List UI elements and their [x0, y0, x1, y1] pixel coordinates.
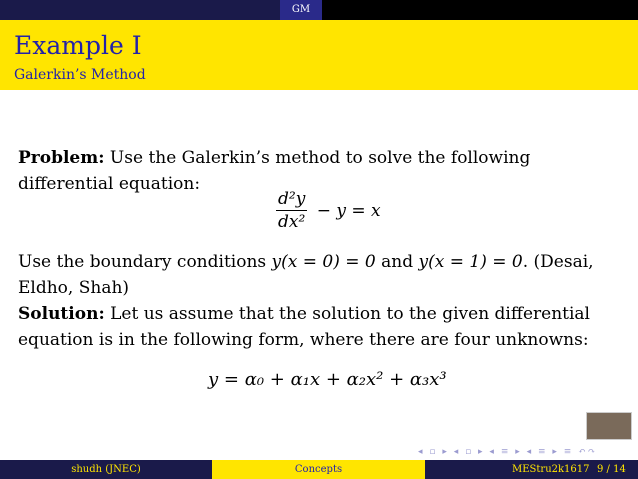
- fraction-denominator: dx²: [278, 212, 306, 232]
- footer-code: MEStru2k1617: [512, 464, 590, 475]
- boundary-paragraph: [18, 249, 623, 301]
- boundary-condition-1: y(x = 0) = 0: [271, 252, 376, 272]
- boundary-and: and: [375, 252, 419, 272]
- boundary-text-before: Use the boundary conditions: [18, 252, 272, 272]
- frame-title: Example I: [14, 31, 142, 60]
- footer-bar: [0, 460, 638, 479]
- solution-text: Let us assume that the solution to the given differential equation is in the following form, where there are four unknowns:: [18, 304, 590, 350]
- differential-equation: [276, 188, 381, 233]
- boundary-condition-2: y(x = 1) = 0: [418, 252, 523, 272]
- beamer-navigation-icons[interactable]: ◂ ▫ ▸ ◂ ▫ ▸ ◂ ≡ ▸ ◂ ≡ ▸ ≡ ↶↷: [418, 447, 598, 457]
- institute-logo: [586, 412, 632, 440]
- top-bar-left: [0, 0, 280, 20]
- page-number: 9 / 14: [597, 464, 626, 475]
- frame-header: [0, 20, 638, 90]
- problem-label: Problem:: [18, 148, 105, 168]
- frame-subtitle: Galerkin’s Method: [14, 67, 146, 83]
- solution-label: Solution:: [18, 304, 105, 324]
- fraction-numerator: d²y: [278, 189, 306, 209]
- equation-rest: − y = x: [316, 200, 381, 221]
- second-derivative-fraction: [276, 188, 307, 233]
- footer-right: [425, 460, 638, 479]
- boundary-text-after: . (Desai, Eldho, Shah): [18, 252, 594, 298]
- footer-author: shudh (JNEC): [0, 460, 212, 479]
- trial-solution-equation: y = α₀ + α₁x + α₂x² + α₃x³: [208, 369, 447, 390]
- section-tag[interactable]: GM: [291, 4, 311, 15]
- footer-section: Concepts: [212, 460, 425, 479]
- top-bar-right: [322, 0, 638, 20]
- top-navigation-bar: [0, 0, 638, 20]
- problem-text: Use the Galerkin’s method to solve the following differential equation:: [18, 148, 531, 194]
- solution-paragraph: [18, 301, 623, 353]
